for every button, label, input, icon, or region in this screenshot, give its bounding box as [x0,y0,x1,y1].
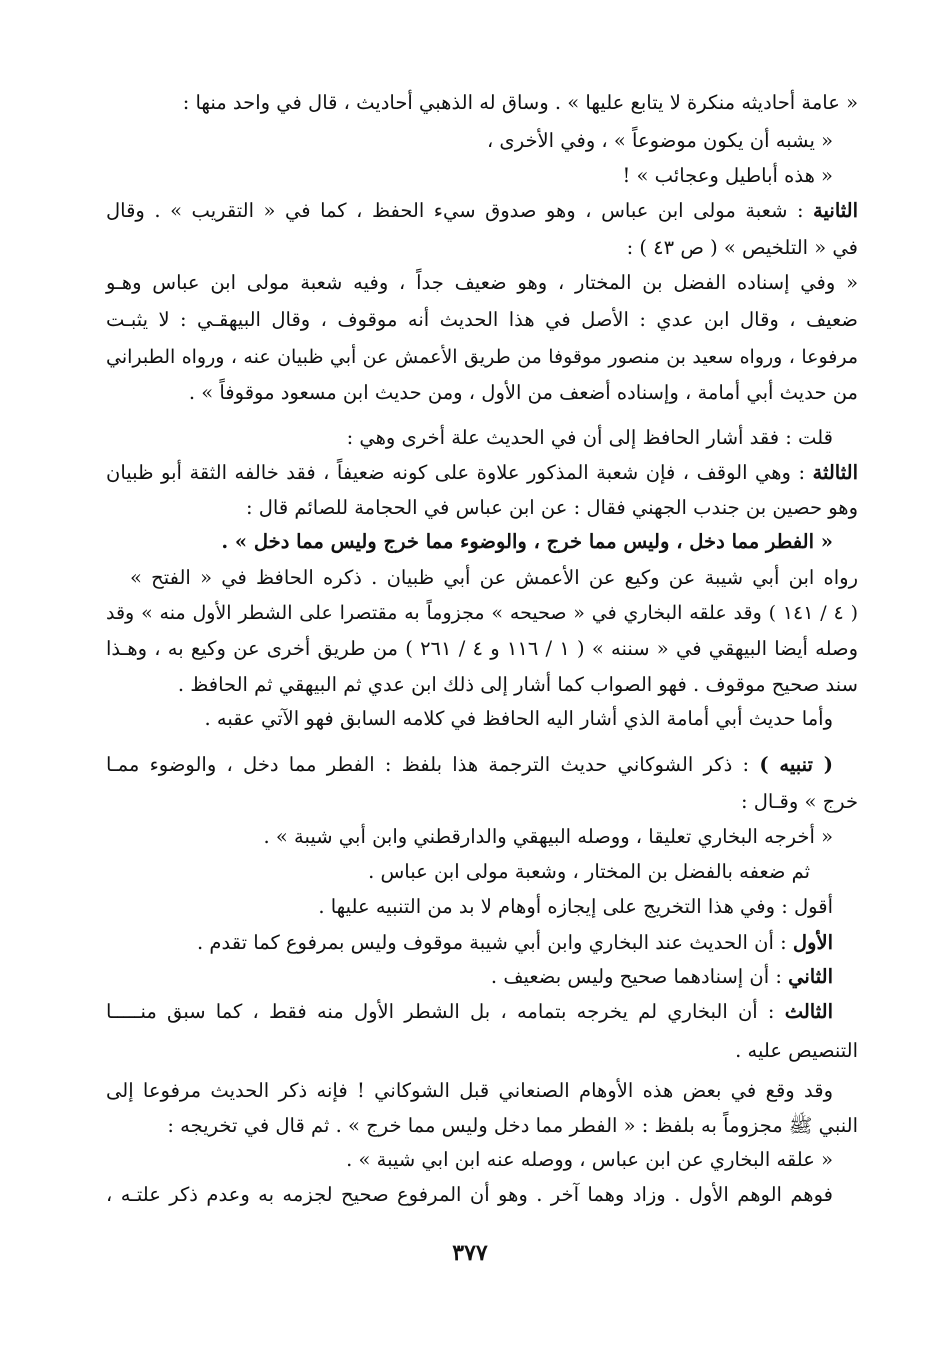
text-run: رواه ابن أبي شيبة عن وكيع عن الأعمش عن أبي ظبيان . ذكره الحافظ في « الفتح » [130,566,858,589]
text-run: التنصيص عليه . [735,1039,858,1062]
text-line [735,1036,858,1066]
text-line [167,1111,858,1141]
text-run: « عامة أحاديثه منكرة لا يتابع عليها » . وساق له الذهبي أحاديث ، قال في واحد منها : [182,91,858,114]
text-line [346,1145,833,1175]
text-line [106,598,858,628]
text-line [130,563,858,593]
text-line [263,822,833,852]
heading-run: الثالثة [812,461,858,484]
heading-run: الثاني [788,965,833,988]
text-run: ثم ضعفه بالفضل بن المختار ، وشعبة مولى ابن عباس . [368,860,810,883]
text-line [622,161,833,191]
heading-run: الثالث [784,1000,833,1023]
text-line [189,378,858,408]
text-line [741,787,858,817]
text-run: وصله أيضا البيهقي في « سننه » ( ١ / ١١٦ و ٤ / ٢٦١ ) من طريق أخرى عن وكيع به ، وهـذا [106,637,859,660]
text-line [178,670,858,700]
text-run: : شعبة مولى ابن عباس ، وهو صدوق سيء الحفظ ، كما في « التقريب » . وقال [106,199,814,222]
text-line [106,997,833,1027]
text-run: وهو حصين بن جندب الجهني فقال : عن ابن عباس في الحجامة للصائم قال : [245,496,858,519]
text-line [627,233,858,263]
text-run: وأما حديث أبي أمامة الذي أشار اليه الحافظ في كلامه السابق فهو الآتي عقبه . [204,707,833,730]
text-run: خرج » وقـال : [740,790,858,813]
text-line [106,305,858,335]
text-run: سند صحيح موقوف . فهو الصواب كما أشار إلى ذلك ابن عدي ثم البيهقي ثم الحافظ . [177,673,858,696]
text-run: « وفي إسناده الفضل بن المختار ، وهو ضعيف جداً ، وفيه شعبة مولى ابن عباس وهـو [106,271,858,294]
text-run: أقول : وفي هذا التخريج على إيجازه أوهام لا بد من التنبيه عليها . [318,895,833,918]
text-line [106,342,858,372]
text-line [106,1076,833,1106]
text-line [197,928,833,958]
page-number: ٣٧٧ [452,1240,488,1266]
text-run: في « التلخيص » ( ص ٤٣ ) : [626,236,858,259]
text-line [205,704,833,734]
quote-run: « الفطر مما دخل ، وليس مما خرج ، والوضوء مما خرج وليس مما دخل » . [221,530,833,553]
text-run: ضعيف ، وقال ابن عدي : الأصل في هذا الحديث أنه موقوف ، وقال البيهقـي : لا يثبـت [106,308,858,331]
heading-run: ( تنبيه ) [759,753,833,776]
text-line [491,962,833,992]
text-run: « يشبه أن يكون موضوعاً » ، وفي الأخرى ، [486,129,833,152]
heading-run: الأول [792,931,833,954]
text-run: مرفوعا ، ورواه سعيد بن منصور موقوفا من طريق الأعمش عن أبي ظبيان عنه ، ورواه الطبراني [106,346,858,368]
text-line [221,527,833,557]
text-line [106,458,858,488]
text-run: « هذه أباطيل وعجائب » ! [622,164,833,187]
text-line [106,268,858,298]
text-line [183,88,858,118]
text-run: : وهي الوقف ، فإن شعبة المذكور علاوة على كونه ضعيفاً ، فقد خالفه الثقة أبو ظبيان [106,461,813,484]
heading-run: الثانية [813,199,858,222]
text-line [106,196,858,226]
text-line [106,750,833,780]
text-run: : أن البخاري لم يخرجه بتمامه ، بل الشطر الأول منه فقط ، كما سبق منـــــا [106,1000,785,1023]
text-run: : ذكر الشوكاني حديث الترجمة هذا بلفظ : الفطر مما دخل ، والوضوء ممـا [106,753,760,776]
text-run: وقد وقع في بعض هذه الأوهام الصنعاني قبل الشوكاني ! فإنه ذكر الحديث مرفوعا إلى [106,1079,833,1102]
text-line [106,1180,833,1210]
text-line [487,126,833,156]
text-run: النبي ﷺ مجزوماً به بلفظ : « الفطر مما دخل وليس مما خرج » . ثم قال في تخريجه : [167,1114,858,1137]
text-line [246,493,858,523]
text-run: ( ٤ / ١٤١ ) وقد علقه البخاري في « صحيحه » مجزوماً به مقتصرا على الشطر الأول منه » وقد [106,602,858,624]
text-run: : أن إسنادهما صحيح وليس بضعيف . [490,965,789,988]
text-line [106,634,858,664]
text-run: قلت : فقد أشار الحافظ إلى أن في الحديث علة أخرى وهي : [346,426,833,449]
text-run: : أن الحديث عند البخاري وابن أبي شيبة موقوف وليس بمرفوع كما تقدم . [197,931,793,954]
text-run: من حديث أبي أمامة ، وإسناده أضعف من الأول ، ومن حديث ابن مسعود موقوفاً » . [188,381,858,404]
text-run: « علقه البخاري عن ابن عباس ، ووصله عنه ابن ابي شيبة » . [346,1148,833,1171]
text-run: فوهم الوهم الأول . وزاد وهما آخر . وهو أن المرفوع صحيح لجزمه به وعدم ذكر علتـه ، [106,1183,833,1206]
text-line [318,892,833,922]
text-line [368,857,810,887]
text-line [347,423,833,453]
text-run: « أخرجه البخاري تعليقا ، ووصله البيهقي والدارقطني وابن أبي شيبة » . [263,825,833,848]
